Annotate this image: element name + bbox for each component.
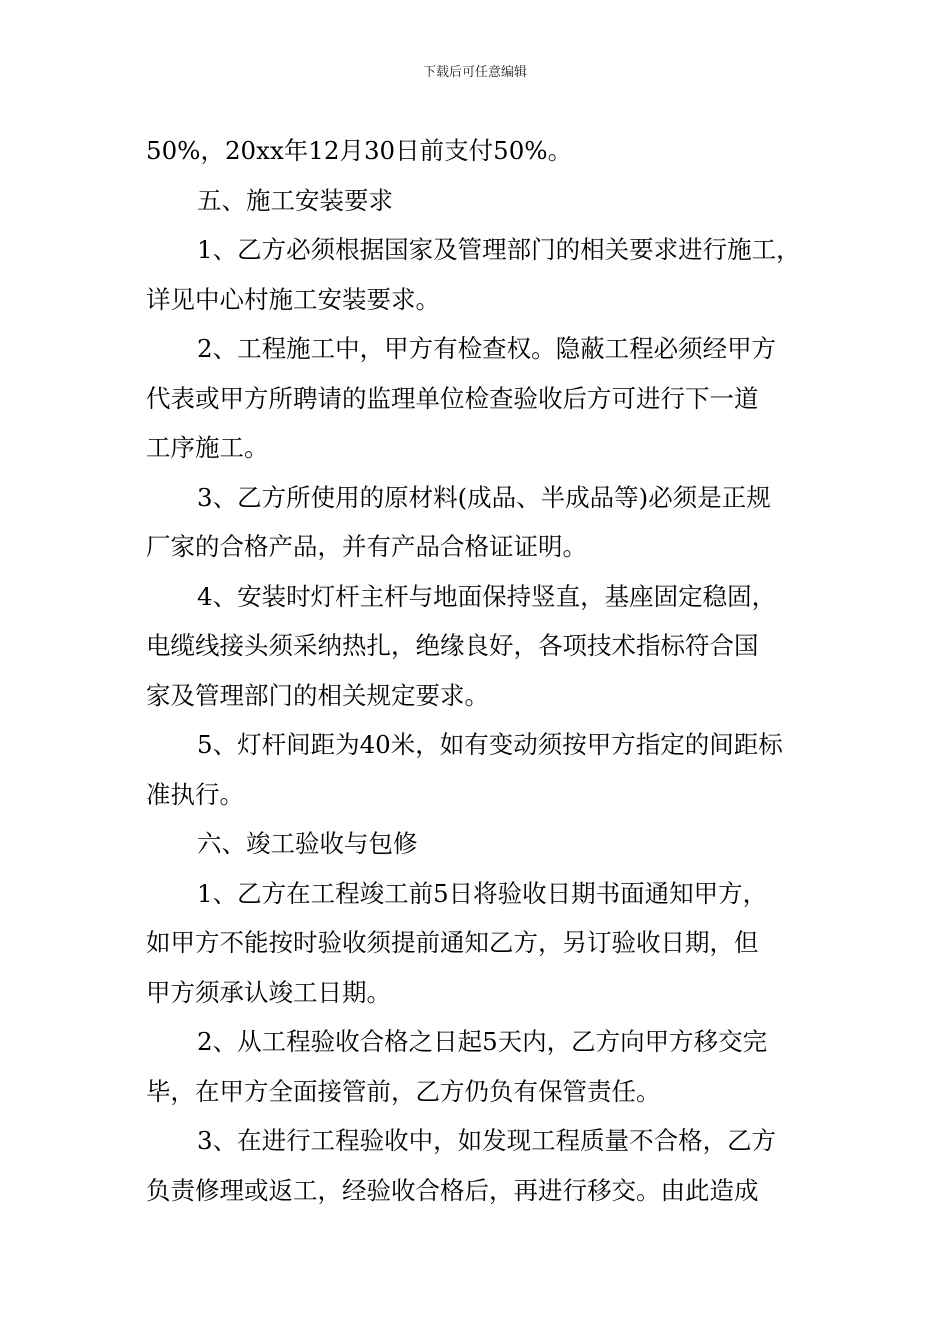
paragraph-line: 5、灯杆间距为40米，如有变动须按甲方指定的间距标 xyxy=(197,730,783,759)
paragraph xyxy=(146,819,814,869)
paragraph-line: 五、施工安装要求 xyxy=(197,185,393,215)
paragraph xyxy=(146,126,814,176)
paragraph-line: 如甲方不能按时验收须提前通知乙方，另订验收日期，但 xyxy=(146,928,759,957)
paragraph-line: 毕，在甲方全面接管前，乙方仍负有保管责任。 xyxy=(146,1076,661,1106)
paragraph-line: 厂家的合格产品，并有产品合格证证明。 xyxy=(146,532,587,561)
paragraph xyxy=(146,1116,814,1215)
paragraph xyxy=(146,324,814,473)
paragraph-line: 4、安装时灯杆主杆与地面保持竖直，基座固定稳固， xyxy=(197,581,777,611)
paragraph xyxy=(146,572,814,721)
paragraph-line: 详见中心村施工安装要求。 xyxy=(146,284,440,314)
paragraph-line: 3、乙方所使用的原材料(成品、半成品等)必须是正规 xyxy=(197,482,771,512)
paragraph-line: 2、从工程验收合格之日起5天内，乙方向甲方移交完 xyxy=(197,1027,768,1056)
paragraph-line: 1、乙方必须根据国家及管理部门的相关要求进行施工， xyxy=(197,235,801,264)
paragraph-line: 3、在进行工程验收中，如发现工程质量不合格，乙方 xyxy=(197,1126,777,1155)
paragraph-line: 准执行。 xyxy=(146,779,244,809)
paragraph-line: 50%，20xx年12月30日前支付50%。 xyxy=(146,136,573,165)
paragraph-line: 1、乙方在工程竣工前5日将验收日期书面通知甲方， xyxy=(197,878,768,908)
paragraph-line: 2、工程施工中，甲方有检查权。隐蔽工程必须经甲方 xyxy=(197,334,777,363)
document-body xyxy=(146,126,814,1215)
paragraph-line: 家及管理部门的相关规定要求。 xyxy=(146,680,489,710)
paragraph-line: 工序施工。 xyxy=(146,433,269,462)
paragraph xyxy=(146,1017,814,1116)
paragraph-line: 电缆线接头须采纳热扎，绝缘良好，各项技术指标符合国 xyxy=(146,631,759,660)
paragraph xyxy=(146,176,814,226)
paragraph xyxy=(146,225,814,324)
paragraph xyxy=(146,473,814,572)
paragraph-line: 甲方须承认竣工日期。 xyxy=(146,977,391,1007)
paragraph-line: 负责修理或返工，经验收合格后，再进行移交。由此造成 xyxy=(146,1175,759,1205)
page-header-note: 下载后可任意编辑 xyxy=(422,65,527,80)
paragraph xyxy=(146,869,814,1018)
paragraph xyxy=(146,720,814,819)
paragraph-line: 代表或甲方所聘请的监理单位检查验收后方可进行下一道 xyxy=(146,383,759,413)
paragraph-line: 六、竣工验收与包修 xyxy=(197,829,418,858)
